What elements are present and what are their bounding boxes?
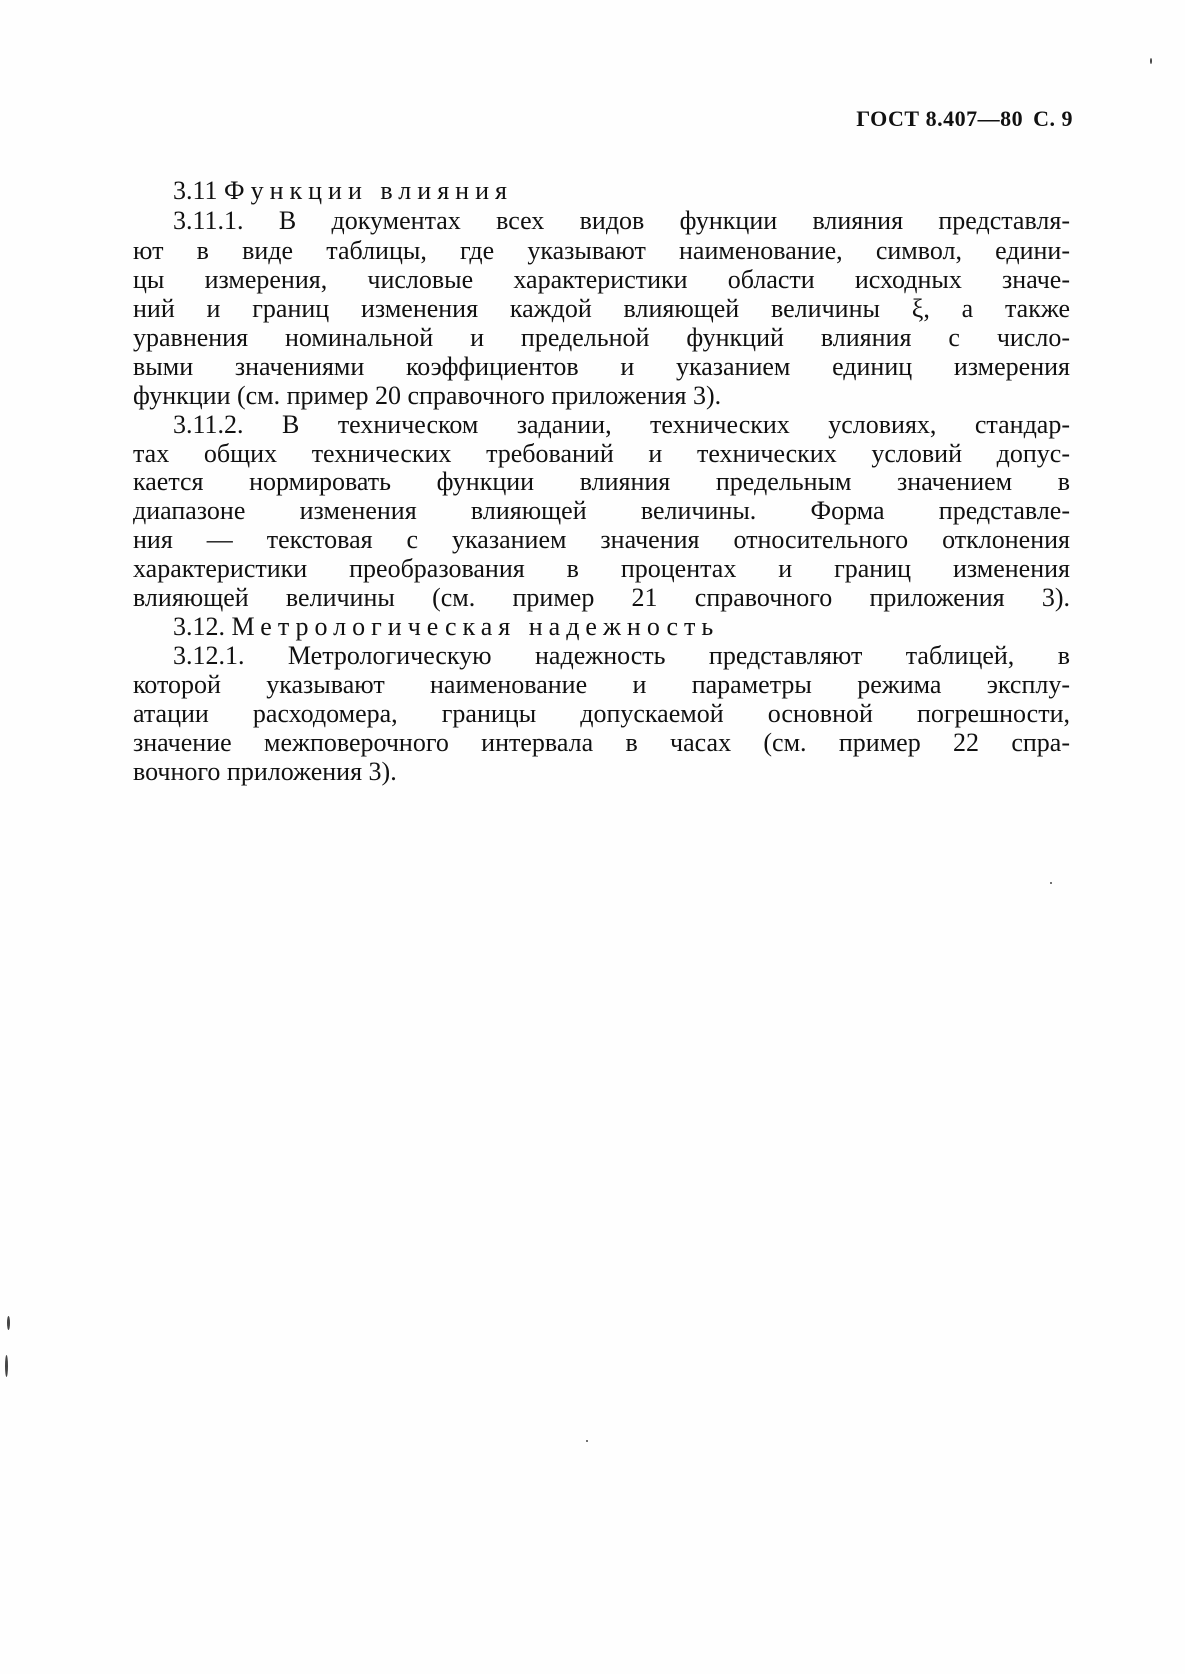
paragraph-line: 3.11.2. В техническом задании, технических условиях, стандар- — [173, 410, 1070, 439]
section-3-11-heading — [173, 176, 1070, 206]
scan-speck — [1050, 882, 1052, 884]
paragraph-line: 3.11.1. В документах всех видов функции влияния представля- — [173, 206, 1070, 235]
paragraph-line: ния — текстовая с указанием значения относительного отклонения — [133, 525, 1070, 554]
paragraph-line: значение межповерочного интервала в часах (см. пример 22 спра- — [133, 728, 1070, 757]
paragraph-line: функции (см. пример 20 справочного приложения 3). — [133, 381, 722, 410]
scan-speck — [7, 1316, 10, 1330]
section-title: Функции влияния — [224, 176, 513, 205]
paragraph-line: вочного приложения 3). — [133, 757, 397, 786]
paragraph-line: цы измерения, числовые характеристики области исходных значе- — [133, 265, 1070, 294]
paragraph-line: тах общих технических требований и технических условий допус- — [133, 439, 1070, 468]
scan-speck — [1150, 58, 1152, 64]
paragraph-line: 3.12.1. Метрологическую надежность представляют таблицей, в — [173, 641, 1070, 670]
section-number: 3.12. — [173, 612, 225, 641]
paragraph-line: выми значениями коэффициентов и указанием единиц измерения — [133, 352, 1070, 381]
page-header — [856, 106, 1073, 132]
section-title: Метрологическая надежность — [231, 612, 720, 641]
page-number: С. 9 — [1033, 106, 1073, 131]
scan-speck — [586, 1440, 588, 1442]
standard-number: ГОСТ 8.407—80 — [856, 106, 1024, 131]
paragraph-line: ют в виде таблицы, где указывают наименование, символ, едини- — [133, 236, 1070, 265]
paragraph-line: ний и границ изменения каждой влияющей величины ξ, а также — [133, 294, 1070, 323]
paragraph-line: атации расходомера, границы допускаемой основной погрешности, — [133, 699, 1070, 728]
paragraph-line: характеристики преобразования в процентах и границ изменения — [133, 554, 1070, 583]
section-number: 3.11 — [173, 176, 218, 205]
section-3-12-heading — [173, 612, 1070, 642]
paragraph-line: которой указывают наименование и параметры режима эксплу- — [133, 670, 1070, 699]
paragraph-line: уравнения номинальной и предельной функций влияния с число- — [133, 323, 1070, 352]
paragraph-line: диапазоне изменения влияющей величины. Форма представле- — [133, 496, 1070, 525]
scan-speck — [5, 1355, 8, 1377]
paragraph-line: влияющей величины (см. пример 21 справочного приложения 3). — [133, 583, 1070, 612]
paragraph-line: кается нормировать функции влияния предельным значением в — [133, 467, 1070, 496]
